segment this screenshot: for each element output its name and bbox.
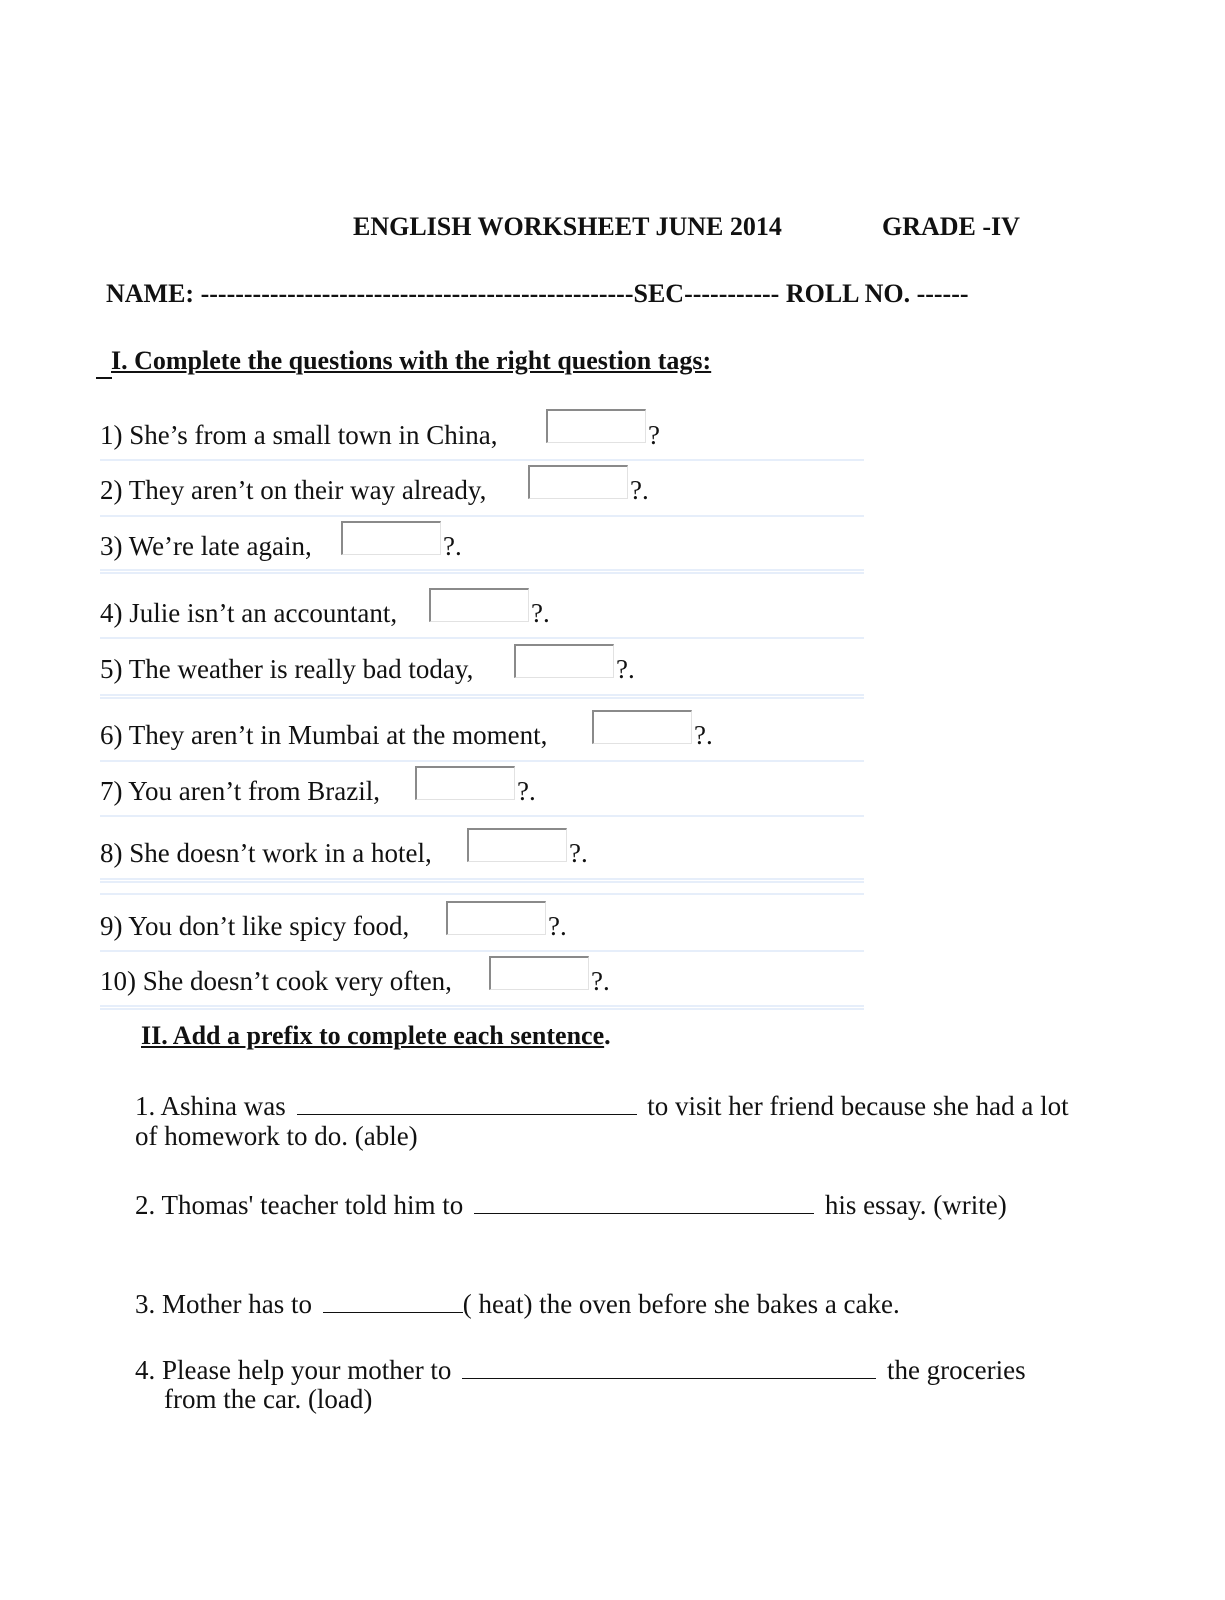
prefix-sentence-4: [135, 1351, 1026, 1386]
tag-answer-box-6[interactable]: [592, 710, 692, 744]
question-9: 9) You don’t like spicy food,: [100, 911, 410, 941]
question-6-end: ?.: [694, 720, 713, 750]
name-sec-roll-line: NAME: --------------------------------------------------SEC----------- ROLL NO. ------: [106, 279, 969, 308]
section2-heading-period: .: [604, 1021, 611, 1050]
sentence-4-after: the groceries: [886, 1355, 1026, 1385]
question-2: 2) They aren’t on their way already,: [100, 475, 487, 505]
question-4: 4) Julie isn’t an accountant,: [100, 598, 398, 628]
answer-blank-4[interactable]: [462, 1351, 876, 1379]
prefix-sentence-1: [135, 1087, 1069, 1122]
tag-answer-box-5[interactable]: [514, 644, 614, 678]
question-6: 6) They aren’t in Mumbai at the moment,: [100, 720, 548, 750]
row-rule: [100, 878, 864, 883]
question-4-end: ?.: [531, 598, 550, 628]
question-10-end: ?.: [591, 966, 610, 996]
section2-heading: II. Add a prefix to complete each sentence: [141, 1021, 605, 1050]
answer-blank-2[interactable]: [474, 1186, 814, 1214]
row-rule: [100, 515, 864, 517]
question-2-end: ?.: [630, 475, 649, 505]
sentence-4-before: 4. Please help your mother to: [135, 1355, 452, 1385]
sentence-3-before: 3. Mother has to: [135, 1289, 312, 1319]
sentence-3-after: ( heat) the oven before she bakes a cake.: [462, 1289, 900, 1319]
question-7-end: ?.: [517, 776, 536, 806]
question-1-end: ?: [648, 420, 660, 450]
answer-blank-3[interactable]: [323, 1285, 463, 1313]
prefix-sentence-3: [135, 1285, 900, 1320]
row-rule: [100, 815, 864, 817]
heading-underline-lead: [96, 377, 112, 379]
tag-answer-box-8[interactable]: [467, 828, 567, 862]
row-rule: [100, 893, 864, 895]
prefix-sentence-2: [135, 1186, 1007, 1221]
section1-heading-wrap: [96, 346, 782, 380]
sentence-2-after: his essay. (write): [824, 1190, 1007, 1220]
sentence-1-before: 1. Ashina was: [135, 1091, 286, 1121]
tag-answer-box-10[interactable]: [489, 956, 589, 990]
question-8-end: ?.: [569, 838, 588, 868]
question-5: 5) The weather is really bad today,: [100, 654, 474, 684]
question-5-end: ?.: [616, 654, 635, 684]
row-rule: [100, 1005, 864, 1010]
sentence-1-after: to visit her friend because she had a lot: [647, 1091, 1069, 1121]
question-1: 1) She’s from a small town in China,: [100, 420, 498, 450]
sentence-1-line2: of homework to do. (able): [135, 1121, 418, 1151]
worksheet-title: ENGLISH WORKSHEET JUNE 2014: [353, 212, 782, 241]
tag-answer-box-9[interactable]: [446, 901, 546, 935]
grade-label: GRADE -IV: [882, 212, 1020, 241]
tag-answer-box-7[interactable]: [415, 766, 515, 800]
row-rule: [100, 950, 864, 952]
row-rule: [100, 637, 864, 639]
answer-blank-1[interactable]: [297, 1087, 637, 1115]
sentence-2-before: 2. Thomas' teacher told him to: [135, 1190, 464, 1220]
tag-answer-box-3[interactable]: [341, 521, 441, 555]
section2-heading-wrap: [141, 1021, 611, 1051]
row-rule: [100, 760, 864, 762]
question-9-end: ?.: [548, 911, 567, 941]
question-7: 7) You aren’t from Brazil,: [100, 776, 380, 806]
question-3-end: ?.: [443, 531, 462, 561]
tag-answer-box-4[interactable]: [429, 588, 529, 622]
row-rule: [100, 694, 864, 699]
section1-heading: I. Complete the questions with the right question tags:: [111, 346, 712, 375]
sentence-4-line2: from the car. (load): [164, 1384, 373, 1414]
question-3: 3) We’re late again,: [100, 531, 312, 561]
row-rule: [100, 459, 864, 461]
row-rule: [100, 569, 864, 574]
question-8: 8) She doesn’t work in a hotel,: [100, 838, 432, 868]
tag-answer-box-1[interactable]: [546, 409, 646, 443]
question-10: 10) She doesn’t cook very often,: [100, 966, 452, 996]
tag-answer-box-2[interactable]: [528, 465, 628, 499]
